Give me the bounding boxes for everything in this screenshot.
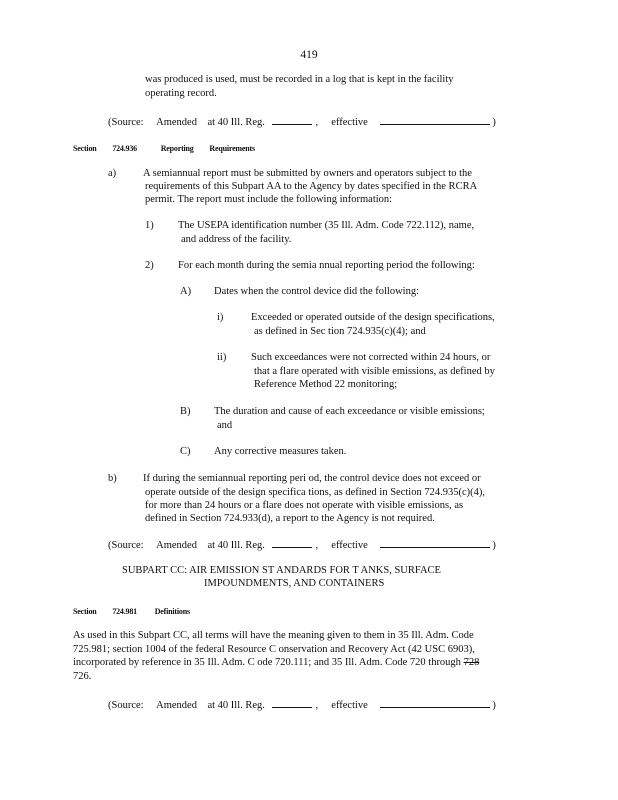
item-B-line-2: and (217, 420, 233, 431)
source-amended: Amended (156, 117, 197, 128)
item-i-label: i) (217, 312, 224, 323)
source-comma: , (315, 540, 319, 551)
source-at: at 40 Ill. Reg. (207, 540, 265, 551)
para-a-label: a) (108, 168, 117, 179)
section-heading-724981 (73, 605, 190, 619)
para-a-line-1: A semiannual report must be submitted by owners and operators subject to the (143, 168, 472, 179)
source-note-3 (108, 698, 496, 713)
source-comma: , (315, 117, 319, 128)
source-at: at 40 Ill. Reg. (207, 700, 265, 711)
item-i-line-2: as defined in Sec tion 724.935(c)(4); and (254, 326, 426, 337)
item-1-line-2: and address of the facility. (181, 234, 292, 245)
item-A-label: A) (180, 286, 192, 297)
item-B-line-1: The duration and cause of each exceedance or visible emissions; (214, 406, 485, 417)
blank-volume (272, 538, 312, 548)
item-A-line: Dates when the control device did the following: (214, 286, 419, 297)
source-at: at 40 Ill. Reg. (207, 117, 265, 128)
para-b-line-2: operate outside of the design specifica tions, as defined in Section 724.935(c)(4), (145, 487, 485, 498)
blank-date (380, 698, 490, 708)
source-effective: effective (331, 700, 368, 711)
definitions-line-4: 726. (73, 671, 92, 682)
source-note-2 (108, 538, 496, 553)
definitions-line-3 (73, 656, 479, 670)
para-b-line-1: If during the semiannual reporting peri od, the control device does not exceed or (143, 473, 481, 484)
para-b-line-4: defined in Section 724.933(d), a report to the Agency is not required. (145, 513, 435, 524)
source-comma: , (315, 700, 319, 711)
section-number: 724.981 (112, 607, 137, 616)
section-title: Definitions (154, 607, 190, 616)
item-C-label: C) (180, 446, 191, 457)
item-ii-label: ii) (217, 352, 227, 363)
section-heading-724936 (73, 142, 255, 156)
item-ii-line-1: Such exceedances were not corrected within 24 hours, or (251, 352, 491, 363)
item-C-line: Any corrective measures taken. (214, 446, 347, 457)
para-b-line-3: for more than 24 hours or a flare does not operate with visible emissions, as (145, 500, 464, 511)
item-ii-line-3: Reference Method 22 monitoring; (254, 379, 398, 390)
intro-line-1: was produced is used, must be recorded in a log that is kept in the facility (145, 74, 454, 85)
section-label: Section (73, 607, 97, 616)
source-effective: effective (331, 540, 368, 551)
source-open: (Source: (108, 700, 144, 711)
item-B-label: B) (180, 406, 191, 417)
section-title-1: Reporting (160, 144, 194, 153)
section-title-2: Requirements (209, 144, 255, 153)
item-i-line-1: Exceeded or operated outside of the design specifications, (251, 312, 495, 323)
item-1-line-1: The USEPA identification number (35 Ill. Adm. Code 722.112), name, (178, 220, 475, 231)
definitions-line-2: 725.981; section 1004 of the federal Resource C onservation and Recovery Act (42 USC 6903), (73, 644, 475, 655)
source-open: (Source: (108, 540, 144, 551)
source-effective: effective (331, 117, 368, 128)
source-amended: Amended (156, 700, 197, 711)
source-close: ) (492, 117, 496, 128)
blank-volume (272, 115, 312, 125)
subpart-cc-line-2: IMPOUNDMENTS, AND CONTAINERS (204, 578, 385, 589)
para-a-line-2: requirements of this Subpart AA to the Agency by dates specified in the RCRA (145, 181, 478, 192)
blank-volume (272, 698, 312, 708)
subpart-cc-line-1: SUBPART CC: AIR EMISSION ST ANDARDS FOR T ANKS, SURFACE (122, 565, 441, 576)
para-a-line-3: permit. The report must include the following information: (145, 194, 393, 205)
struck-text: 728 (463, 657, 480, 668)
source-open: (Source: (108, 117, 144, 128)
item-ii-line-2: that a flare operated with visible emissions, as defined by (254, 366, 495, 377)
item-2-line: For each month during the semia nnual reporting period the following: (178, 260, 475, 271)
definitions-line-3-text: incorporated by reference in 35 Ill. Adm. C ode 720.111; and 35 Ill. Adm. Code 720 through (73, 657, 461, 668)
section-label: Section (73, 144, 97, 153)
item-1-label: 1) (145, 220, 154, 231)
section-number: 724.936 (112, 144, 137, 153)
blank-date (380, 115, 490, 125)
source-close: ) (492, 540, 496, 551)
item-2-label: 2) (145, 260, 154, 271)
source-close: ) (492, 700, 496, 711)
definitions-line-1: As used in this Subpart CC, all terms will have the meaning given to them in 35 Ill. Adm. Code (73, 630, 474, 641)
source-note-1 (108, 115, 496, 130)
intro-line-2: operating record. (145, 88, 217, 99)
para-b-label: b) (108, 473, 117, 484)
blank-date (380, 538, 490, 548)
source-amended: Amended (156, 540, 197, 551)
page-number: 419 (300, 49, 318, 61)
